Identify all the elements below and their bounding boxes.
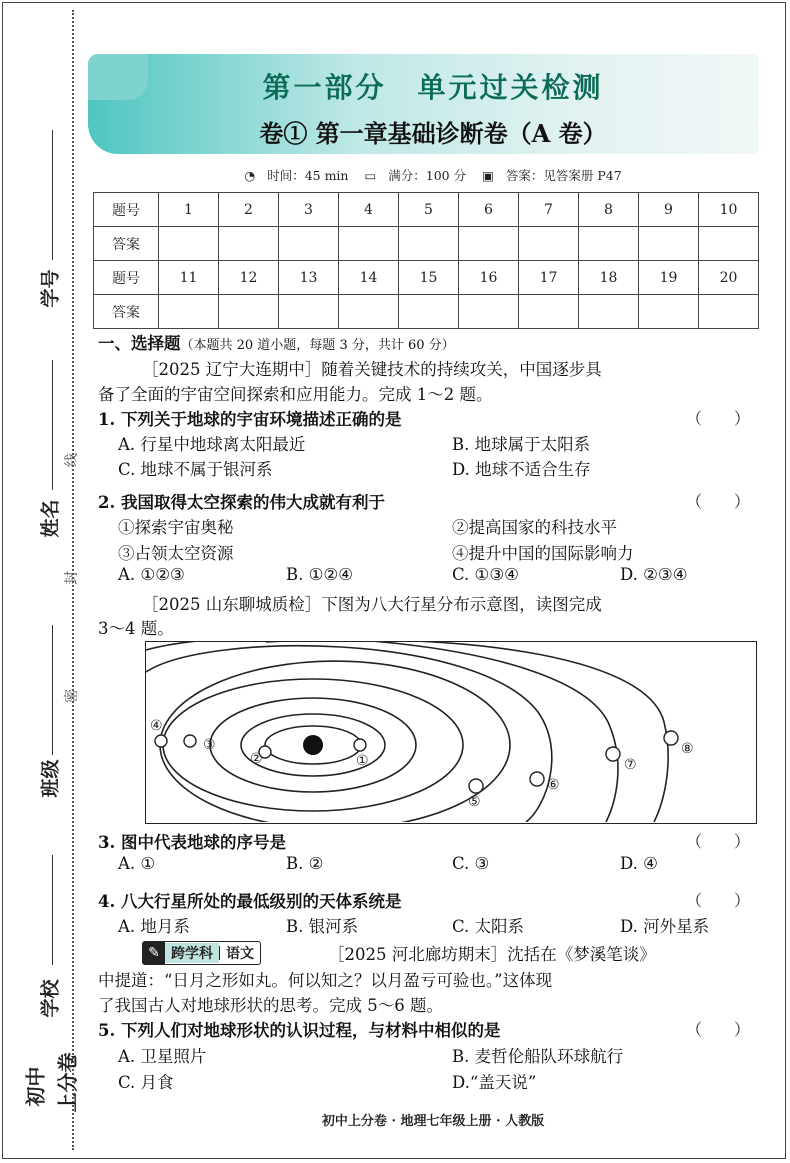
planet-5 <box>469 779 483 793</box>
section-title: 一、选择题 <box>98 334 181 353</box>
q3-option-c: C. ③ <box>452 854 490 873</box>
main-title: 第一部分 单元过关检测 <box>262 71 604 104</box>
answer-blank-cell <box>279 295 339 329</box>
answer-bracket-5: （ ） <box>686 1020 751 1039</box>
pen-icon: ✎ <box>143 942 165 964</box>
planet-orbit-diagram <box>145 641 757 824</box>
question-5: 5. 下列人们对地球形状的认识过程，与材料中相似的是 <box>98 1021 501 1040</box>
q4-option-a: A. 地月系 <box>118 917 190 936</box>
planet-label-4: ④ <box>150 718 163 734</box>
question-number-cell: 8 <box>579 193 639 227</box>
cut-mark-secret: 密 <box>64 689 80 703</box>
question-number-cell: 18 <box>579 261 639 295</box>
question-number-cell: 6 <box>459 193 519 227</box>
question-number-cell: 10 <box>699 193 759 227</box>
tag-cross-subject: 跨学科 <box>165 943 219 963</box>
q5-option-b: B. 麦哲伦船队环球航行 <box>452 1047 624 1066</box>
planet-7 <box>606 747 620 761</box>
question-number-cell: 14 <box>339 261 399 295</box>
question-number-cell: 19 <box>639 261 699 295</box>
table-row <box>94 261 759 295</box>
q2-statement-2: ②提高国家的科技水平 <box>452 518 617 537</box>
q3-option-d: D. ④ <box>620 854 658 873</box>
planet-4 <box>155 735 167 747</box>
sub-title: 卷① 第一章基础诊断卷（A 卷） <box>259 119 607 148</box>
question-number-cell: 15 <box>399 261 459 295</box>
answer-bracket-1: （ ） <box>686 409 751 428</box>
school-line <box>52 855 53 965</box>
answer-blank-cell <box>579 227 639 261</box>
q2-option-d: D. ②③④ <box>620 565 688 584</box>
table-header-cell: 答案 <box>94 295 159 329</box>
exam-meta <box>88 166 778 184</box>
planet-label-5: ⑤ <box>468 794 481 810</box>
school-label: 学校 <box>39 979 62 1018</box>
answer-blank-cell <box>519 227 579 261</box>
answer-blank-cell <box>159 295 219 329</box>
table-row <box>94 193 759 227</box>
question-4: 4. 八大行星所处的最低级别的天体系统是 <box>98 892 402 911</box>
intro1-line1: ［2025 辽宁大连期中］随着关键技术的持续攻关，中国逐步具 <box>142 360 602 379</box>
q5-option-a: A. 卫星照片 <box>118 1047 207 1066</box>
q3-option-a: A. ① <box>118 854 156 873</box>
answer-blank-cell <box>159 227 219 261</box>
answer-blank-cell <box>699 227 759 261</box>
q1-option-a: A. 行星中地球离太阳最近 <box>118 435 306 454</box>
q4-option-c: C. 太阳系 <box>452 917 525 936</box>
student-id-line <box>52 130 53 260</box>
question-number-cell: 20 <box>699 261 759 295</box>
brand-line2: 上分卷 <box>55 1052 80 1113</box>
q2-option-c: C. ①③④ <box>452 565 519 584</box>
exam-full-score: 满分：100 分 <box>388 168 467 183</box>
intro2-line1: ［2025 山东聊城质检］下图为八大行星分布示意图，读图完成 <box>142 595 602 614</box>
sun <box>303 735 323 755</box>
name-line <box>52 360 53 490</box>
planet-orbit-svg <box>146 642 755 822</box>
q2-option-b: B. ①②④ <box>286 565 353 584</box>
table-header-cell: 题号 <box>94 261 159 295</box>
planet-label-1: ① <box>356 753 369 769</box>
planet-label-3: ③ <box>203 737 216 753</box>
planet-label-7: ⑦ <box>624 757 637 773</box>
q2-statement-1: ①探索宇宙奥秘 <box>118 518 234 537</box>
question-number-cell: 11 <box>159 261 219 295</box>
clock-icon: ◔ <box>244 168 256 183</box>
table-header-cell: 题号 <box>94 193 159 227</box>
planet-3 <box>184 735 196 747</box>
section-note: （本题共 20 道小题，每题 3 分，共计 60 分） <box>180 338 455 353</box>
table-header-cell: 答案 <box>94 227 159 261</box>
score-icon: ▭ <box>364 168 377 183</box>
question-number-cell: 4 <box>339 193 399 227</box>
question-number-cell: 7 <box>519 193 579 227</box>
answer-blank-cell <box>639 295 699 329</box>
intro2-line2: 3～4 题。 <box>98 619 174 638</box>
brand-logo <box>8 1032 80 1122</box>
question-number-cell: 13 <box>279 261 339 295</box>
orbit-6 <box>146 646 552 822</box>
question-number-cell: 9 <box>639 193 699 227</box>
exam-answers: 答案：见答案册 P47 <box>505 168 622 183</box>
intro3-line2: 中提道：“日月之形如丸。何以知之？以月盈亏可验也。”这体现 <box>98 971 553 990</box>
tag-subject: 语文 <box>226 946 254 962</box>
question-number-cell: 3 <box>279 193 339 227</box>
answer-bracket-4: （ ） <box>686 891 751 910</box>
exam-time: 时间：45 min <box>267 168 349 183</box>
answer-blank-cell <box>519 295 579 329</box>
planet-label-8: ⑧ <box>681 741 694 757</box>
class-line <box>52 625 53 755</box>
q1-option-b: B. 地球属于太阳系 <box>452 435 591 454</box>
q4-option-d: D. 河外星系 <box>620 917 710 936</box>
planet-6 <box>530 772 544 786</box>
table-row <box>94 227 759 261</box>
q4-option-b: B. 银河系 <box>286 917 359 936</box>
answer-blank-cell <box>339 227 399 261</box>
question-number-cell: 16 <box>459 261 519 295</box>
q2-option-a: A. ①②③ <box>118 565 185 584</box>
answer-blank-cell <box>639 227 699 261</box>
answer-blank-cell <box>399 227 459 261</box>
cut-mark-line: 线 <box>64 453 80 467</box>
answer-icon: ▣ <box>482 168 494 183</box>
answer-blank-cell <box>339 295 399 329</box>
q1-option-c: C. 地球不属于银河系 <box>118 460 273 479</box>
q2-statement-4: ④提升中国的国际影响力 <box>452 544 634 563</box>
planet-label-6: ⑥ <box>547 777 560 793</box>
intro3-line1: ［2025 河北廊坊期末］沈括在《梦溪笔谈》 <box>328 945 656 964</box>
brand-line1: 初中 <box>23 1066 48 1107</box>
answer-blank-cell <box>699 295 759 329</box>
q5-option-c: C. 月食 <box>118 1073 174 1092</box>
class-label: 班级 <box>39 759 62 798</box>
question-3: 3. 图中代表地球的序号是 <box>98 833 286 852</box>
answer-blank-cell <box>459 295 519 329</box>
q2-statement-3: ③占领太空资源 <box>118 544 234 563</box>
intro3-line3: 了我国古人对地球形状的思考。完成 5～6 题。 <box>98 996 443 1015</box>
question-number-cell: 12 <box>219 261 279 295</box>
student-id-label: 学号 <box>39 269 62 308</box>
answer-table <box>93 192 759 329</box>
planet-8 <box>664 731 678 745</box>
question-1: 1. 下列关于地球的宇宙环境描述正确的是 <box>98 410 402 429</box>
question-number-cell: 17 <box>519 261 579 295</box>
answer-blank-cell <box>399 295 459 329</box>
answer-blank-cell <box>579 295 639 329</box>
q5-option-d: D.“盖天说” <box>452 1073 537 1092</box>
section-heading <box>98 330 455 354</box>
question-2: 2. 我国取得太空探索的伟大成就有利于 <box>98 493 385 512</box>
intro1-line2: 备了全面的宇宙空间探索和应用能力。完成 1～2 题。 <box>98 385 493 404</box>
page-footer: 初中上分卷 · 地理七年级上册 · 人教版 <box>321 1114 545 1129</box>
question-number-cell: 1 <box>159 193 219 227</box>
answer-bracket-2: （ ） <box>686 492 751 511</box>
q1-option-d: D. 地球不适合生存 <box>452 460 591 479</box>
question-number-cell: 2 <box>219 193 279 227</box>
answer-blank-cell <box>459 227 519 261</box>
name-label: 姓名 <box>39 499 62 538</box>
answer-blank-cell <box>219 227 279 261</box>
q3-option-b: B. ② <box>286 854 324 873</box>
table-row <box>94 295 759 329</box>
answer-blank-cell <box>219 295 279 329</box>
planet-1 <box>354 739 366 751</box>
planet-label-2: ② <box>250 751 263 767</box>
answer-blank-cell <box>279 227 339 261</box>
answer-bracket-3: （ ） <box>686 832 751 851</box>
cross-subject-tag <box>142 941 261 965</box>
question-number-cell: 5 <box>399 193 459 227</box>
cut-mark-seal: 封 <box>64 571 80 585</box>
